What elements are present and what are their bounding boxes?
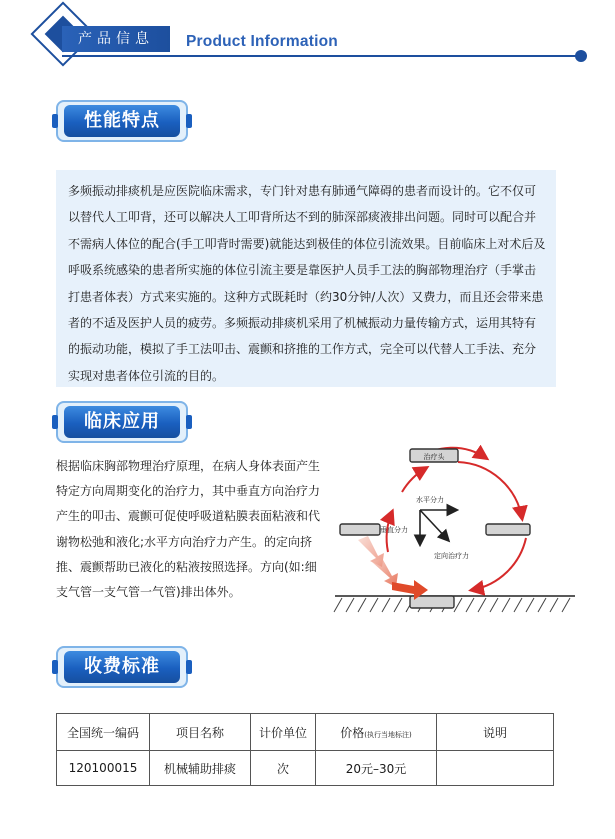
header-title-cn: 产品信息: [62, 26, 170, 52]
header-title-en: Product Information: [186, 33, 338, 50]
header-item: 项目名称: [150, 714, 251, 751]
cell-code: 120100015: [57, 751, 150, 786]
pad-right: [486, 524, 530, 535]
header-price: 价格(执行当地标注): [316, 714, 437, 751]
therapy-head-label: 治疗头: [423, 453, 445, 461]
header-note: 说明: [437, 714, 554, 751]
cell-item: 机械辅助排痰: [150, 751, 251, 786]
pad-left: [340, 524, 380, 535]
cell-note: [437, 751, 554, 786]
rotation-circle: [387, 448, 526, 590]
cell-price: 20元–30元: [316, 751, 437, 786]
motion-arrows: [358, 536, 428, 600]
section-badge-fees: [56, 646, 188, 688]
header-code: 全国统一编码: [57, 714, 150, 751]
header-unit: 计价单位: [251, 714, 316, 751]
section-title-features: 性能特点: [64, 105, 180, 137]
table-row: [57, 751, 554, 786]
price-note: (执行当地标注): [364, 730, 412, 739]
header-dot-icon: [575, 50, 587, 62]
horizontal-force-label: 水平分力: [416, 496, 444, 504]
directional-force-label: 定向治疗力: [434, 552, 469, 560]
section-title-clinical: 临床应用: [64, 406, 180, 438]
cell-unit: 次: [251, 751, 316, 786]
fee-table: [56, 713, 554, 786]
features-panel: [56, 170, 556, 387]
therapy-force-diagram: [330, 440, 580, 636]
section-badge-clinical: [56, 401, 188, 443]
features-text: 多频振动排痰机是应医院临床需求，专门针对患有肺通气障碍的患者而设计的。它不仅可以替代人工叩背，还可以解决人工叩背所达不到的肺深部痰液排出问题。同时可以配合并不需病人体位的配合(手工叩背时需要)就能达到极佳的体位引流效果。目前临床上对术后及呼吸系统感染的患者所实施的体位引流主要是靠医护人员手工法的胸部物理治疗（手掌击打患者体表）方式来实施的。这种方式既耗时（约30分钟/人次）又费力，而且还会带来患者的不适及医护人员的疲劳。多频振动排痰机采用了机械振动力量传输方式，运用其特有的振动功能，模拟了手工法叩击、震颤和挤推的工作方式，完全可以代替人工手法、充分实现对患者体位引流的目的。: [68, 184, 546, 383]
section-badge-features: [56, 100, 188, 142]
force-vectors: [420, 510, 456, 544]
header-rule: [62, 55, 582, 57]
section-title-fees: 收费标准: [64, 651, 180, 683]
table-header-row: [57, 714, 554, 751]
clinical-text: 根据临床胸部物理治疗原理，在病人身体表面产生特定方向周期变化的治疗力，其中垂直方向治疗力产生的叩击、震颤可促使呼吸道粘膜表面粘液和代谢物松弛和液化;水平方向治疗力产生。的定向挤推、震颤帮助已液化的粘液按照选择。方向(如:细支气管一支气管一气管)排出体外。: [56, 459, 321, 600]
vertical-force-label: 垂直分力: [380, 526, 408, 534]
